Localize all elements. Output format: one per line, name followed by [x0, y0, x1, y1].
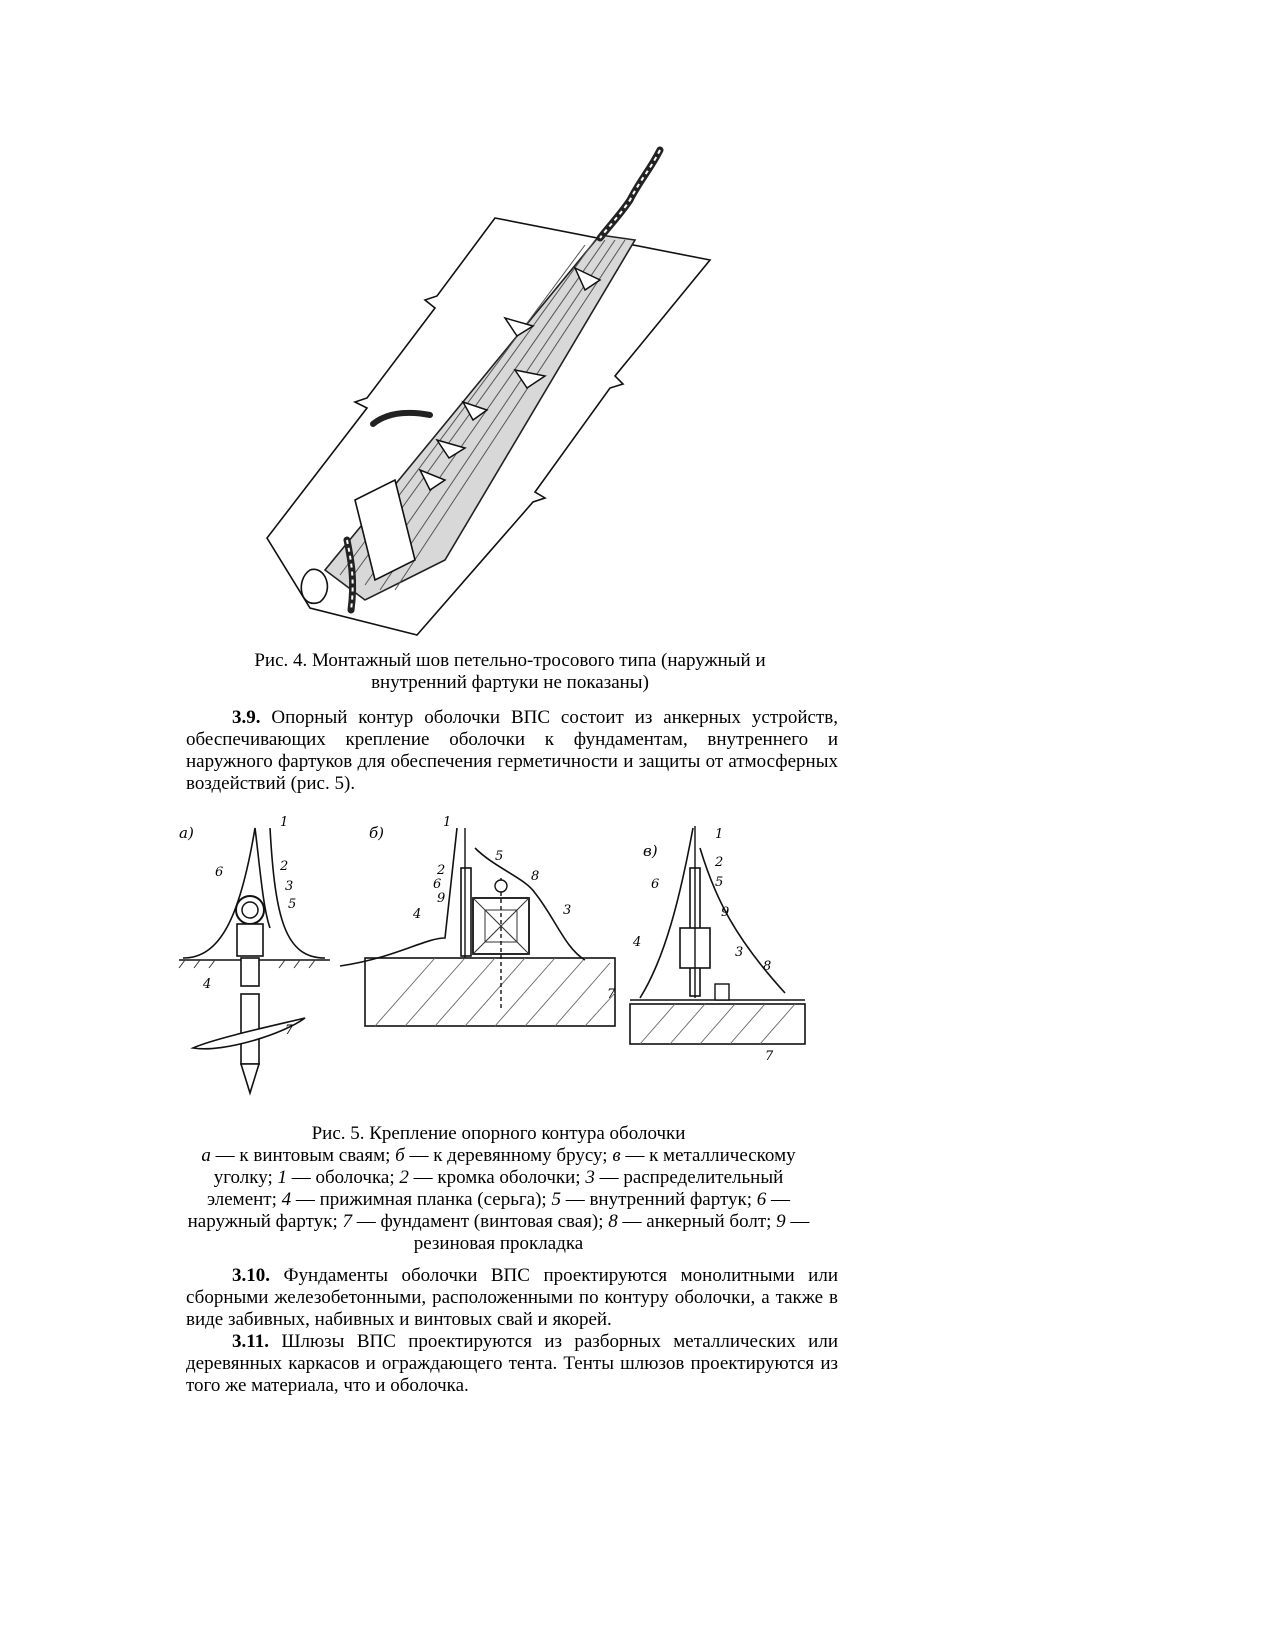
legend-key: 3 — [585, 1167, 595, 1188]
legend-text: — кромка оболочки; — [408, 1167, 586, 1188]
callout-2: 2 — [280, 859, 289, 874]
paragraph-text: Шлюзы ВПС проектируются из разборных металлических или деревянных каркасов и ограждающего тента. Тенты шлюзов проектируются из того же материала, что и оболочка. — [186, 1331, 838, 1396]
legend-text: — внутренний фартук; — [560, 1189, 757, 1210]
callout-9: 9 — [437, 891, 446, 906]
figure-4-caption-line1: Рис. 4. Монтажный шов петельно-тросового типа (наружный и — [254, 650, 766, 671]
callout-1: 1 — [443, 815, 452, 830]
paragraph-3-11 — [186, 1331, 838, 1397]
callout-7: 7 — [285, 1023, 294, 1038]
legend-key: б — [395, 1145, 405, 1166]
figure-5-drawing — [175, 808, 815, 1103]
legend-text: — к металлическому уголку; — [213, 1145, 796, 1188]
panel-b — [340, 815, 616, 1026]
figure-5-caption — [186, 1123, 811, 1255]
paragraph-text: Опорный контур оболочки ВПС состоит из анкерных устройств, обеспечивающих крепление оболочки к фундаментам, внутреннего и наружного фартуков для обеспечения герметичности и защиты от атмосферных воздействий (рис. 5). — [186, 707, 838, 794]
figure-5-legend — [186, 1145, 811, 1255]
callout-7: 7 — [607, 987, 616, 1002]
callout-8: 8 — [531, 869, 540, 884]
figure-4-drawing — [255, 140, 725, 640]
paragraph-3-9 — [186, 707, 838, 795]
figure-4-caption — [180, 650, 840, 694]
callout-4: 4 — [413, 907, 422, 922]
legend-key: 9 — [776, 1211, 786, 1232]
legend-key: 5 — [551, 1189, 561, 1210]
legend-key: в — [612, 1145, 621, 1166]
callout-5: 5 — [288, 897, 297, 912]
figure-5-caption-title: Рис. 5. Крепление опорного контура оболочки — [311, 1123, 686, 1144]
panel-a — [179, 815, 330, 1093]
callout-3: 3 — [735, 945, 744, 960]
legend-key: 4 — [281, 1189, 292, 1210]
section-number: 3.9. — [232, 707, 261, 728]
section-number: 3.11. — [232, 1331, 269, 1352]
callout-6: 6 — [433, 877, 442, 892]
legend-text: — к винтовым сваям; — [210, 1145, 396, 1166]
legend-key: 7 — [342, 1211, 352, 1232]
panel-a-label: а) — [179, 824, 194, 842]
panel-v-label: в) — [643, 842, 658, 860]
callout-6: 6 — [651, 877, 660, 892]
legend-text: — прижимная планка (серьга); — [291, 1189, 552, 1210]
legend-text: — резиновая прокладка — [413, 1211, 810, 1254]
legend-text: — фундамент (винтовая свая); — [351, 1211, 609, 1232]
legend-key: 1 — [277, 1167, 288, 1188]
callout-1: 1 — [280, 815, 289, 830]
callout-3: 3 — [285, 879, 294, 894]
legend-key: 8 — [608, 1211, 618, 1232]
callout-5: 5 — [715, 875, 724, 890]
legend-text: — оболочка; — [287, 1167, 400, 1188]
callout-4: 4 — [203, 977, 212, 992]
callout-7: 7 — [765, 1049, 774, 1064]
callout-3: 3 — [563, 903, 572, 918]
callout-4: 4 — [633, 935, 642, 950]
legend-text: — к деревянному брусу; — [404, 1145, 613, 1166]
callout-2: 2 — [715, 855, 724, 870]
legend-key: а — [201, 1145, 211, 1166]
callout-6: 6 — [215, 865, 224, 880]
legend-key: 2 — [399, 1167, 409, 1188]
paragraph-3-10 — [186, 1265, 838, 1331]
panel-b-label: б) — [369, 824, 385, 842]
legend-text: — распределительный элемент; — [206, 1167, 784, 1210]
legend-key: 6 — [756, 1189, 767, 1210]
callout-9: 9 — [721, 905, 730, 920]
legend-text: — наружный фартук; — [187, 1189, 791, 1232]
panel-v — [630, 826, 805, 1064]
figure-4-caption-line2: внутренний фартуки не показаны) — [371, 672, 649, 693]
callout-2: 2 — [437, 863, 446, 878]
callout-1: 1 — [715, 827, 724, 842]
legend-text: — анкерный болт; — [617, 1211, 777, 1232]
section-number: 3.10. — [232, 1265, 270, 1286]
paragraph-text: Фундаменты оболочки ВПС проектируются монолитными или сборными железобетонными, расположенными по контуру оболочки, а также в виде забивных, набивных и винтовых свай и якорей. — [186, 1265, 838, 1330]
callout-8: 8 — [763, 959, 772, 974]
callout-5: 5 — [495, 849, 504, 864]
